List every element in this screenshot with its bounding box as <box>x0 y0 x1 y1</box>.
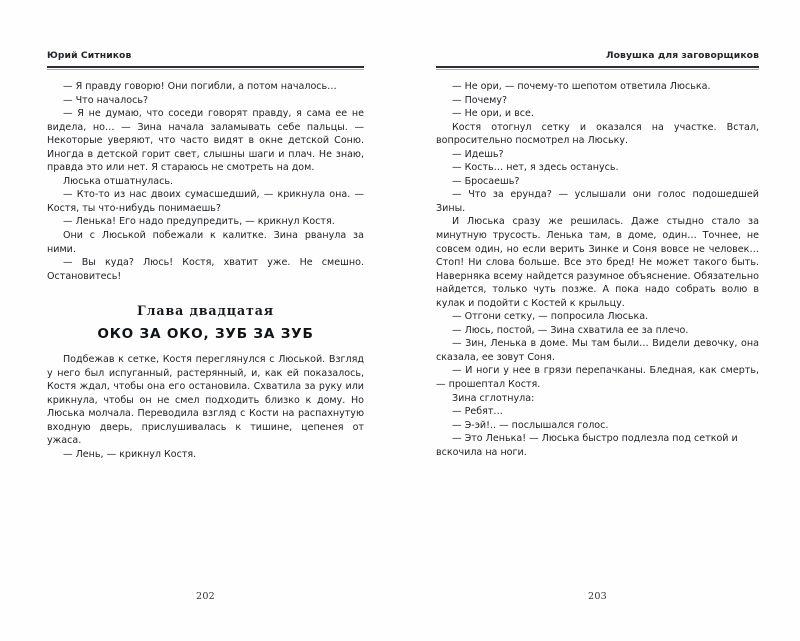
running-head-rule-right <box>436 66 759 70</box>
paragraph: Подбежав к сетке, Костя переглянулся с Люськой. Взгляд у него был испуганный, растерянный, и, как ей показалось, Костя ждал, чтобы она его остановила. Схватила за руку или крикнула, чтобы он не смел подходить близко к дому. Но Люська молчала. Переводила взгляд с Кости на распахнутую входную дверь, прислушивалась к тишине, цепенея от ужаса. <box>47 354 364 447</box>
left-page-text-column <box>47 80 364 462</box>
paragraph: — Я правду говорю! Они погибли, а потом началось… <box>63 81 337 92</box>
running-head-rule-left <box>47 66 364 70</box>
right-page-text-column <box>436 80 759 459</box>
paragraph: — Идешь? <box>452 148 504 160</box>
rule-thin <box>47 69 364 70</box>
paragraph: — Я не думаю, что соседи говорят правду, я сама ее не видела, но… — Зина начала заламывать себе пальцы. — Некоторые уверяют, что часто видят в окне детской Соню. Иногда в детской горит свет, слышны шаги и плач. Не знаю, правда это или нет. Я стараюсь не смотреть на дом. <box>47 108 364 174</box>
paragraph: — Вы куда? Люсь! Костя, хватит уже. Не смешно. Остановитесь! <box>47 257 364 282</box>
paragraph: — Кость… нет, я здесь останусь. <box>452 162 619 174</box>
paragraph: Они с Люськой побежали к калитке. Зина рванула за ними. <box>47 230 364 255</box>
paragraph: — Отгони сетку, — попросила Люська. <box>452 311 649 323</box>
chapter-heading <box>47 303 364 343</box>
chapter-title: ОКО ЗА ОКО, ЗУБ ЗА ЗУБ <box>97 326 314 343</box>
paragraph: — Зин, Ленька в доме. Мы там были… Видели девочку, она сказала, ее зовут Соня. <box>436 338 759 363</box>
paragraph: — И ноги у нее в грязи перепачканы. Бледная, как смерть, — прошептал Костя. <box>436 365 759 391</box>
paragraph: — Что за ерунда? — услышали они голос подошедшей Зины. <box>436 189 759 214</box>
paragraph: И Люська сразу же решилась. Даже стыдно стало за минутную трусость. Ленька там, в доме, один… Точнее, не совсем один, но если верить Зинке и Соня вовсе не человек… Стоп! Ни слова больше. Все это бред! Не может такого быть. Наверняка всему найдется разумное объяснение. Обязательно найдется, только чуть позже. А пока надо собрать волю в кулак и подойти с Костей к крыльцу. <box>436 216 759 309</box>
rule-thin <box>436 69 759 70</box>
page-number-left: 202 <box>196 591 215 602</box>
paragraph: — Это Ленька! — Люська быстро подлезла под сеткой и вскочила на ноги. <box>436 433 738 458</box>
paragraph: — Э-эй!.. — послышался голос. <box>452 419 609 431</box>
left-page <box>47 0 364 641</box>
paragraph: Зина сглотнула: <box>452 392 535 404</box>
paragraph: — Что началось? <box>63 94 149 106</box>
paragraph: Люська отшатнулась. <box>63 175 174 187</box>
right-page <box>436 0 759 641</box>
paragraph: — Люсь, постой, — Зина схватила ее за плечо. <box>452 324 689 336</box>
paragraph: Костя отогнул сетку и оказался на участке. Встал, вопросительно посмотрел на Люську. <box>436 121 759 147</box>
paragraph: — Бросаешь? <box>452 175 520 187</box>
paragraph: — Не ори, и все. <box>452 108 534 120</box>
chapter-number-label: Глава двадцатая <box>137 303 274 319</box>
paragraph: — Кто-то из нас двоих сумасшедший, — крикнула она. — Костя, ты что-нибудь понимаешь? <box>47 189 364 214</box>
paragraph: — Не ори, — почему-то шепотом ответила Люська. <box>452 81 711 92</box>
paragraph: — Ленька! Его надо предупредить, — крикнул Костя. <box>63 216 335 228</box>
running-head-author: Юрий Ситников <box>47 50 132 61</box>
paragraph: — Почему? <box>452 94 508 106</box>
paragraph: — Ребят… <box>452 406 503 418</box>
paragraph: — Лень, — крикнул Костя. <box>63 449 197 461</box>
page-number-right: 203 <box>588 591 607 602</box>
running-head-title: Ловушка для заговорщиков <box>605 50 759 61</box>
